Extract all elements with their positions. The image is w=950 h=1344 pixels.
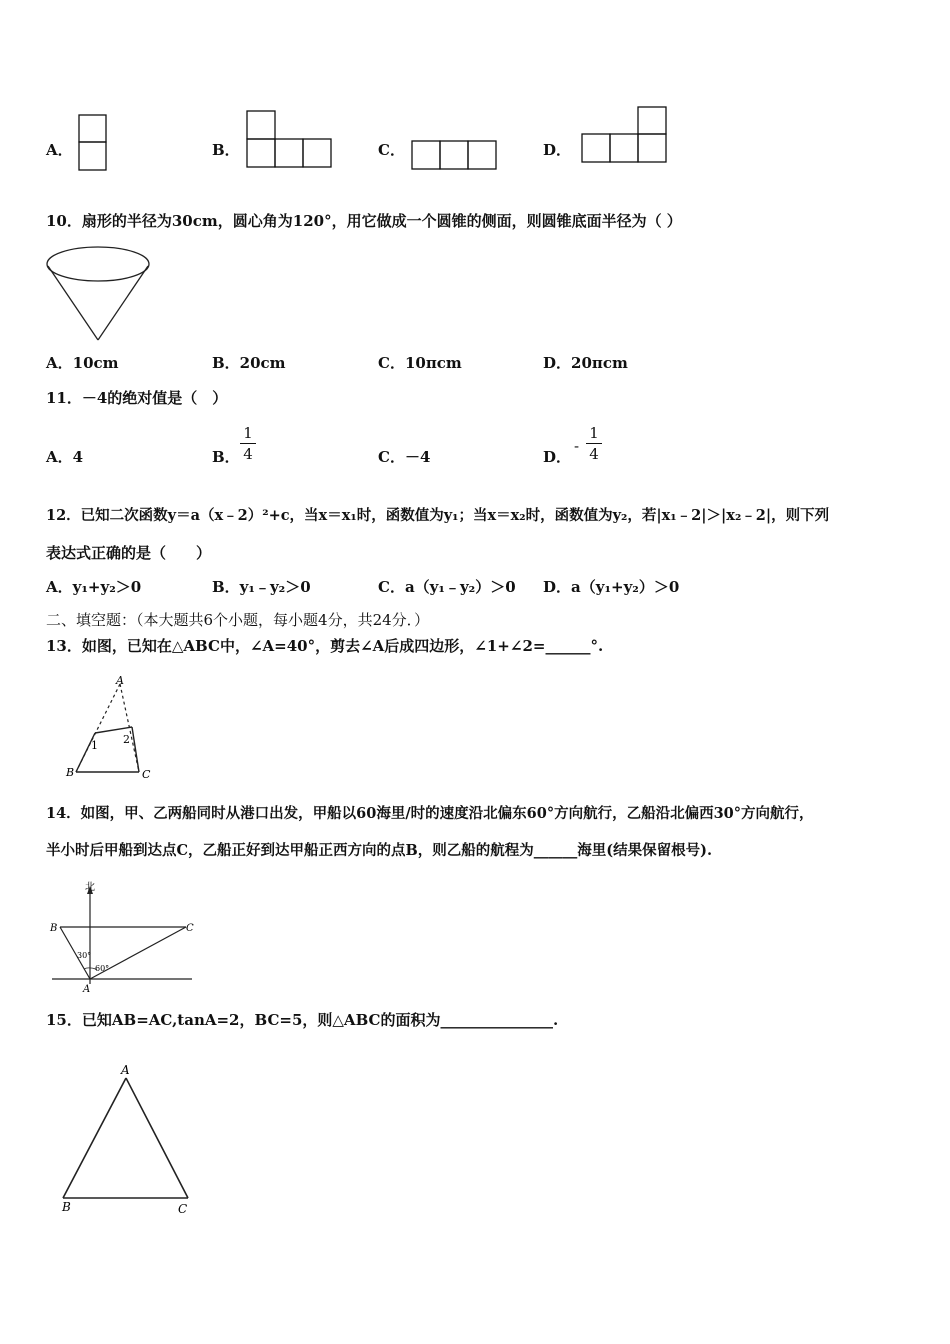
q11-option-a: A．4 (46, 448, 84, 466)
q9-option-a-label: A． (46, 141, 73, 159)
q15-label-b: B (62, 1200, 71, 1214)
q12-stem-line2: 表达式正确的是（ ） (46, 544, 212, 562)
q10-option-c: C．10πcm (378, 354, 462, 372)
q13-stem: 13．如图，已知在△ABC中，∠A=40°，剪去∠A后成四边形，∠1+∠2=______°. (46, 637, 604, 655)
q12-stem-line1: 12．已知二次函数y＝a（x﹣2）²+c，当x＝x₁时，函数值为y₁；当x＝x₂时，函数值为y₂，若|x₁﹣2|＞|x₂﹣2|，则下列 (46, 507, 830, 524)
q9-option-a-figure (78, 114, 108, 172)
q11-stem: 11．－4的绝对值是（ ） (46, 389, 228, 407)
q10-option-b: B．20cm (212, 354, 286, 372)
q14-label-a: A (83, 984, 91, 995)
q11-option-c: C．－4 (378, 448, 431, 466)
q9-option-d-label: D． (543, 141, 572, 159)
q14-stem-line1: 14．如图，甲、乙两船同时从港口出发，甲船以60海里/时的速度沿北偏东60°方向航行，乙船沿北偏西30°方向航行， (46, 805, 814, 822)
q11-option-b-label: B． (212, 448, 240, 466)
q12-option-c: C．a（y₁﹣y₂）＞0 (378, 578, 516, 596)
q15-label-c: C (178, 1202, 188, 1216)
q11-option-b-numerator: 1 (243, 424, 253, 442)
q14-label-30deg: 30° (77, 951, 92, 960)
q13-label-a: A (116, 674, 124, 687)
q10-stem: 10．扇形的半径为30cm，圆心角为120°，用它做成一个圆锥的侧面，则圆锥底面半径为（ ） (46, 212, 682, 230)
q15-stem: 15．已知AB=AC,tanA=2，BC=5，则△ABC的面积为_______________. (46, 1011, 559, 1029)
q9-option-b-label: B． (212, 141, 240, 159)
q11-option-d-denominator: 4 (589, 445, 599, 463)
q11-option-d-sign: - (574, 437, 580, 455)
q9-option-b-figure (246, 110, 334, 170)
q12-option-b: B．y₁﹣y₂＞0 (212, 578, 311, 596)
q10-cone-figure (44, 244, 154, 344)
q12-option-a: A．y₁+y₂＞0 (46, 578, 142, 596)
q9-option-c-figure (411, 140, 499, 172)
q12-option-d: D．a（y₁+y₂）＞0 (543, 578, 680, 596)
q13-label-2: 2 (123, 733, 130, 746)
q13-label-1: 1 (91, 739, 98, 752)
q14-stem-line2: 半小时后甲船到达点C，乙船正好到达甲船正西方向的点B，则乙船的航程为______海里(结果保留根号). (46, 842, 713, 859)
q14-label-c: C (186, 923, 194, 934)
q9-option-d-figure (581, 106, 669, 166)
section-title-fill-blank: 二、填空题：（本大题共6个小题，每小题4分，共24分．） (46, 611, 430, 629)
q10-option-a: A．10cm (46, 354, 119, 372)
q11-option-d-numerator: 1 (589, 424, 599, 442)
q13-triangle-figure (62, 670, 162, 785)
q14-label-north: 北 (85, 882, 95, 893)
q14-label-60deg: 60° (95, 964, 110, 973)
q15-label-a: A (121, 1063, 130, 1077)
q11-option-b-fraction (240, 424, 256, 463)
q9-option-c-label: C． (378, 141, 405, 159)
q14-label-b: B (50, 923, 58, 934)
q10-option-d: D．20πcm (543, 354, 628, 372)
q14-navigation-figure (46, 876, 198, 998)
q11-option-d-label: D． (543, 448, 572, 466)
q11-option-d-fraction (586, 424, 602, 463)
q13-label-c: C (142, 768, 151, 781)
q13-label-b: B (66, 766, 75, 779)
q11-option-b-denominator: 4 (243, 445, 253, 463)
q15-triangle-figure (56, 1058, 200, 1218)
